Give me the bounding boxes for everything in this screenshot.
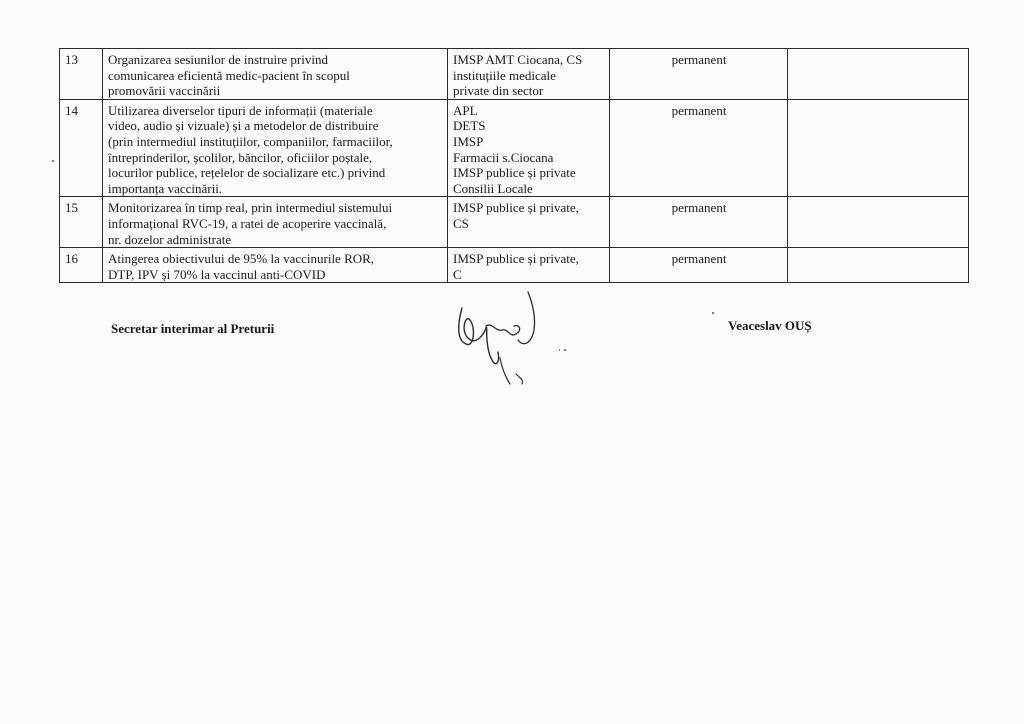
activity-line: informațional RVC-19, a ratei de acoperire vaccinală, — [108, 215, 387, 231]
note-cell — [788, 49, 969, 100]
term-cell: permanent — [610, 248, 788, 283]
responsible-cell — [448, 197, 610, 248]
signatory-title: Secretar interimar al Preturii — [111, 321, 275, 336]
scan-speck — [712, 312, 714, 314]
row-number: 16 — [60, 248, 103, 283]
responsible-line: private din sector — [453, 83, 544, 99]
table-row — [60, 248, 969, 283]
responsible-line: instituțiile medicale — [453, 67, 556, 83]
table-row — [60, 99, 969, 197]
responsible-line: DETS — [453, 118, 486, 134]
responsible-cell — [448, 99, 610, 197]
activity-cell — [103, 49, 448, 100]
activity-cell — [103, 248, 448, 283]
responsible-line: IMSP publice și private, — [453, 251, 579, 267]
activity-line: importanța vaccinării. — [108, 180, 223, 196]
signatory-name: Veaceslav OUȘ — [728, 318, 812, 333]
activity-cell — [103, 99, 448, 197]
term-cell: permanent — [610, 99, 788, 197]
activity-line: DTP, IPV și 70% la vaccinul anti-COVID — [108, 266, 326, 282]
row-number: 14 — [60, 99, 103, 197]
term-cell: permanent — [610, 49, 788, 100]
activity-line: locurilor publice, rețelelor de socializare etc.) privind — [108, 165, 386, 181]
table-row — [60, 49, 969, 100]
activity-line: (prin intermediul instituțiilor, companiilor, farmaciilor, — [108, 133, 393, 149]
responsible-line: Farmacii s.Ciocana — [453, 149, 554, 165]
responsible-line: CS — [453, 215, 469, 231]
activity-line: nr. dozelor administrate — [108, 231, 232, 247]
activity-line: comunicarea eficientă medic-pacient în scopul — [108, 67, 350, 83]
responsible-line: Consilii Locale — [453, 180, 533, 196]
responsible-line: IMSP publice și private — [453, 165, 576, 181]
activity-line: Organizarea sesiunilor de instruire privind — [108, 52, 328, 67]
scan-speck — [52, 160, 54, 162]
table-row — [60, 197, 969, 248]
row-number: 13 — [60, 49, 103, 100]
activity-line: Monitorizarea în timp real, prin intermediul sistemului — [108, 200, 393, 216]
term-cell: permanent — [610, 197, 788, 248]
handwritten-signature — [440, 288, 560, 388]
responsible-line: APL — [453, 102, 478, 118]
action-plan-table — [59, 48, 969, 283]
note-cell — [788, 197, 969, 248]
responsible-line: C — [453, 266, 462, 282]
activity-line: întreprinderilor, școlilor, băncilor, oficiilor poștale, — [108, 149, 373, 165]
activity-line: Utilizarea diverselor tipuri de informații (materiale — [108, 102, 373, 118]
note-cell — [788, 248, 969, 283]
activity-line: promovării vaccinării — [108, 83, 221, 99]
responsible-line: IMSP publice și private, — [453, 200, 579, 216]
table-body — [60, 49, 969, 283]
note-cell — [788, 99, 969, 197]
activity-line: Atingerea obiectivului de 95% la vaccinurile ROR, — [108, 251, 375, 267]
activity-cell — [103, 197, 448, 248]
responsible-line: IMSP AMT Ciocana, CS — [453, 52, 583, 67]
activity-line: video, audio și vizuale) și a metodelor de distribuire — [108, 118, 379, 134]
scan-speck — [564, 349, 566, 351]
responsible-cell — [448, 49, 610, 100]
responsible-cell — [448, 248, 610, 283]
responsible-line: IMSP — [453, 133, 484, 149]
row-number: 15 — [60, 197, 103, 248]
